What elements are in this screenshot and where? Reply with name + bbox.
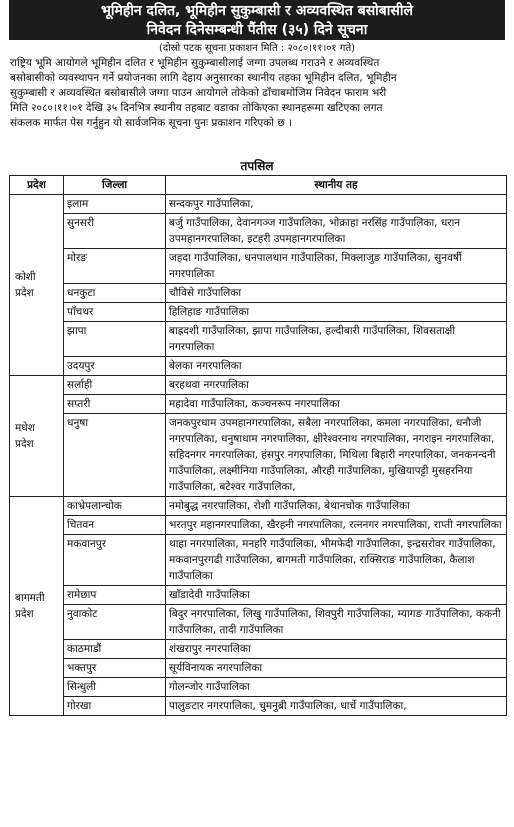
local-level-cell: महादेवा गाउँपालिका, कञ्चनरूप नगरपालिका [166, 395, 507, 414]
local-level-cell: जहदा गाउँपालिका, धनपालथान गाउँपालिका, मिक्लाजुङ गाउँपालिका, सुनवर्षी नगरपालिका [166, 249, 507, 284]
local-level-cell: सन्दकपुर गाउँपालिका, [166, 195, 507, 214]
district-cell: काभ्रेपलान्चोक [64, 497, 166, 516]
local-level-cell: बर्जु गाउँपालिका, देवानगञ्ज गाउँपालिका, भोक्राहा नरसिंह गाउँपालिका, धरान उपमहानगरपालिका, इटहरी उपमहानगरपालिका [166, 214, 507, 249]
district-cell: उदयपुर [64, 357, 166, 376]
district-cell: रामेछाप [64, 586, 166, 605]
local-level-cell: पालुङटार नगरपालिका, चुमनुब्री गाउँपालिका, धार्चे गाउँपालिका, [166, 697, 507, 716]
notice-body-line: सुकुम्बासी र अव्यवस्थित बसोबासीले जग्गा पाउन आयोगले तोकेको ढाँचाबमोजिम निवेदन फाराम भरी [10, 87, 387, 99]
header-province: प्रदेश [10, 176, 64, 195]
table-row [10, 357, 507, 376]
notice-title-banner [9, 0, 505, 40]
table-row [10, 659, 507, 678]
table-row [10, 249, 507, 284]
local-level-cell: बरहथवा नगरपालिका [166, 376, 507, 395]
notice-body-line: संकलक मार्फत पेस गर्नुहुन यो सार्वजनिक सूचना पुनः प्रकाशन गरिएको छ । [10, 117, 293, 129]
table-row [10, 395, 507, 414]
district-cell: गोरखा [64, 697, 166, 716]
header-local-level: स्थानीय तह [166, 176, 507, 195]
local-level-cell: भरतपुर महानगरपालिका, खैरहनी नगरपालिका, रत्ननगर नगरपालिका, राप्ती नगरपालिका [166, 516, 507, 535]
table-row [10, 195, 507, 214]
notice-title-line-2: निवेदन दिनेसम्बन्धी पैंतीस (३५) दिने सूचना [146, 22, 368, 38]
notice-body-line: राष्ट्रिय भूमि आयोगले भूमिहीन दलित र भूमिहीन सुकुम्बासीलाई जग्गा उपलब्ध गराउने र अव्यवस्थित [10, 57, 380, 69]
table-row [10, 303, 507, 322]
local-levels-table [9, 175, 507, 716]
district-cell: धनुषा [64, 414, 166, 497]
table-row [10, 376, 507, 395]
table-row [10, 535, 507, 586]
table-row [10, 322, 507, 357]
district-cell: पाँचथर [64, 303, 166, 322]
local-level-cell: शंखरापुर नगरपालिका [166, 640, 507, 659]
table-row [10, 640, 507, 659]
district-cell: झापा [64, 322, 166, 357]
local-level-cell: नमोबुद्ध नगरपालिका, रोशी गाउँपालिका, बेथानचोक गाउँपालिका [166, 497, 507, 516]
table-row [10, 678, 507, 697]
table-row [10, 697, 507, 716]
table-row [10, 516, 507, 535]
local-level-cell: चौविसे गाउँपालिका [166, 284, 507, 303]
notice-body [10, 56, 504, 131]
district-cell: सर्लाही [64, 376, 166, 395]
notice-title-line-1: भूमिहीन दलित, भूमिहीन सुकुम्बासी र अव्यवस्थित बसोबासीले [100, 3, 414, 19]
district-cell: सुनसरी [64, 214, 166, 249]
table-row [10, 414, 507, 497]
district-cell: सप्तरी [64, 395, 166, 414]
local-level-cell: बेलका नगरपालिका [166, 357, 507, 376]
table-row [10, 605, 507, 640]
district-cell: चितवन [64, 516, 166, 535]
local-level-cell: जनकपुरधाम उपमहानगरपालिका, सबैला नगरपालिका, कमला नगरपालिका, धनौजी नगरपालिका, धनुषाधाम नगरपालिका, क्षीरेश्वरनाथ नगरपालिका, नगराइन नगरपालिका, सहिदनगर नगरपालिका, हंसपुर नगरपालिका, मिथिला बिहारी नगरपालिका, जनकनन्दनी गाउँपालिका, लक्ष्मीनिया गाउँपालिका, औरही गाउँपालिका, मुखियापट्टी मुसहरनिया गाउँपालिका, बटेश्वर गाउँपालिका, [166, 414, 507, 497]
province-cell: बागमती प्रदेश [10, 497, 64, 716]
notice-body-line: मिति २०८०।११।०१ देखि ३५ दिनभित्र स्थानीय तहबाट वडाका तोकिएका स्थानहरूमा खटिएका लगत [10, 102, 383, 114]
province-cell: कोशी प्रदेश [10, 195, 64, 376]
details-heading: तपसिल [240, 159, 274, 173]
district-cell: मोरङ [64, 249, 166, 284]
local-level-cell: गोलन्जोर गाउँपालिका [166, 678, 507, 697]
local-level-cell: सूर्यविनायक नगरपालिका [166, 659, 507, 678]
notice-body-line: बसोबासीको व्यवस्थापन गर्ने प्रयोजनका लागि देहाय अनुसारका स्थानीय तहका भूमिहीन दलित, भूमिहीन [10, 72, 397, 84]
district-cell: काठमाडौं [64, 640, 166, 659]
table-row [10, 284, 507, 303]
table-header-row [10, 176, 507, 195]
province-cell: मधेश प्रदेश [10, 376, 64, 497]
local-level-cell: खाँडादेवी गाउँपालिका [166, 586, 507, 605]
district-cell: धनकुटा [64, 284, 166, 303]
table-row [10, 586, 507, 605]
local-level-cell: बिदुर नगरपालिका, लिखु गाउँपालिका, शिवपुरी गाउँपालिका, म्यागङ गाउँपालिका, ककनी गाउँपालिका, तादी गाउँपालिका [166, 605, 507, 640]
district-cell: इलाम [64, 195, 166, 214]
local-level-cell: थाहा नगरपालिका, मनहरि गाउँपालिका, भीमफेदी गाउँपालिका, इन्द्रसरोवर गाउँपालिका, मकवानपुरगढी गाउँपालिका, बागमती गाउँपालिका, राक्सिराङ गाउँपालिका, कैलाश गाउँपालिका [166, 535, 507, 586]
local-level-cell: बाह्रदशी गाउँपालिका, झापा गाउँपालिका, हल्दीबारी गाउँपालिका, शिवसताक्षी नगरपालिका [166, 322, 507, 357]
local-level-cell: हिलिहाङ गाउँपालिका [166, 303, 507, 322]
district-cell: सिन्धुली [64, 678, 166, 697]
table-body [10, 195, 507, 716]
district-cell: भक्तपुर [64, 659, 166, 678]
district-cell: मकवानपुर [64, 535, 166, 586]
header-district: जिल्ला [64, 176, 166, 195]
table-row [10, 497, 507, 516]
district-cell: नुवाकोट [64, 605, 166, 640]
table-row [10, 214, 507, 249]
publication-date-line: (दोस्रो पटक सूचना प्रकाशन मिति : २०८०।११।०१ गते) [158, 43, 356, 54]
